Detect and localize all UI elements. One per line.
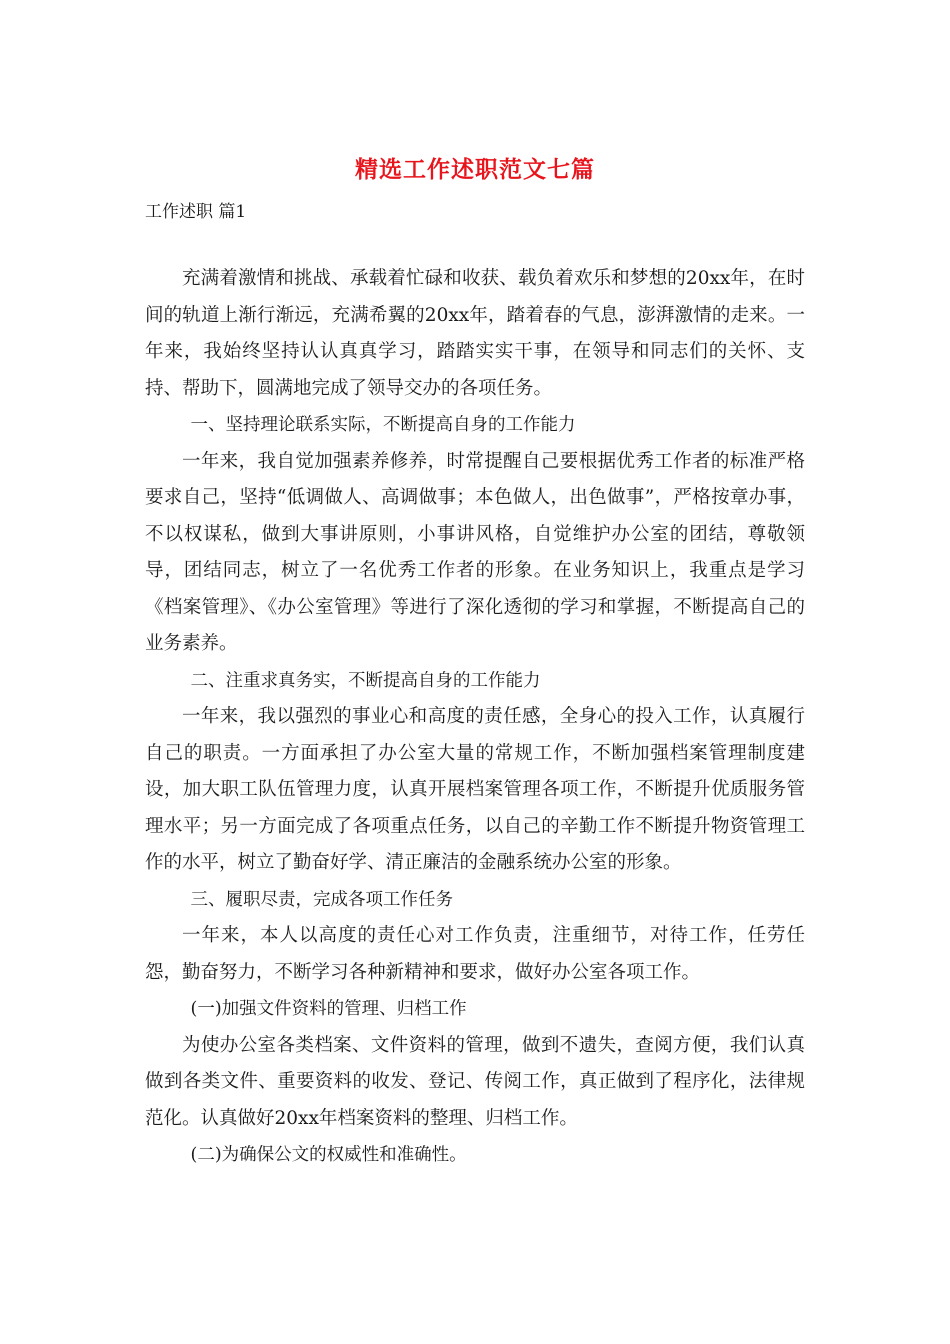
heading-1: 一、坚持理论联系实际，不断提高自身的工作能力 — [190, 415, 576, 435]
paragraph-1: 一年来，我自觉加强素养修养，时常提醒自己要根据优秀工作者的标准严格要求自己，坚持“低调做人、高调做事；本色做人，出色做事”，严格按章办事，不以权谋私，做到大事讲原则，小事讲风格，自觉维护办公室的团结，尊敬领导，团结同志，树立了一名优秀工作者的形象。在业务知识上，我重点是学习《档案管理》、《办公室管理》等进行了深化透彻的学习和掌握，不断提高自己的业务素养。 — [145, 450, 805, 654]
subheading-1: (一)加强文件资料的管理、归档工作 — [190, 999, 467, 1019]
paragraph-2: 一年来，我以强烈的事业心和高度的责任感，全身心的投入工作，认真履行自己的职责。一方面承担了办公室大量的常规工作，不断加强档案管理制度建设，加大职工队伍管理力度，认真开展档案管理各项工作，不断提升优质服务管理水平；另一方面完成了各项重点任务，以自己的辛勤工作不断提升物资管理工作的水平，树立了勤奋好学、清正廉洁的金融系统办公室的形象。 — [145, 706, 805, 873]
paragraph-3: 一年来，本人以高度的责任心对工作负责，注重细节，对待工作，任劳任怨，勤奋努力，不断学习各种新精神和要求，做好办公室各项工作。 — [145, 925, 805, 983]
paragraph-4: 为使办公室各类档案、文件资料的管理，做到不遗失，查阅方便，我们认真做到各类文件、重要资料的收发、登记、传阅工作，真正做到了程序化，法律规范化。认真做好20xx年档案资料的整理、归档工作。 — [145, 1034, 805, 1129]
section-label: 工作述职 篇1 — [145, 202, 247, 222]
heading-3: 三、履职尽责，完成各项工作任务 — [190, 889, 453, 910]
subheading-2: (二)为确保公文的权威性和准确性。 — [190, 1145, 467, 1165]
paragraph-intro: 充满着激情和挑战、承载着忙碌和收获、载负着欢乐和梦想的20xx年，在时间的轨道上渐行渐远，充满希翼的20xx年，踏着春的气息，澎湃激情的走来。一年来，我始终坚持认认真真学习，踏踏实实干事，在领导和同志们的关怀、支持、帮助下，圆满地完成了领导交办的各项任务。 — [145, 268, 805, 399]
document-body — [145, 261, 805, 1174]
heading-2: 二、注重求真务实，不断提高自身的工作能力 — [190, 670, 541, 691]
document-title: 精选工作述职范文七篇 — [355, 156, 595, 183]
document-page — [145, 150, 805, 1174]
